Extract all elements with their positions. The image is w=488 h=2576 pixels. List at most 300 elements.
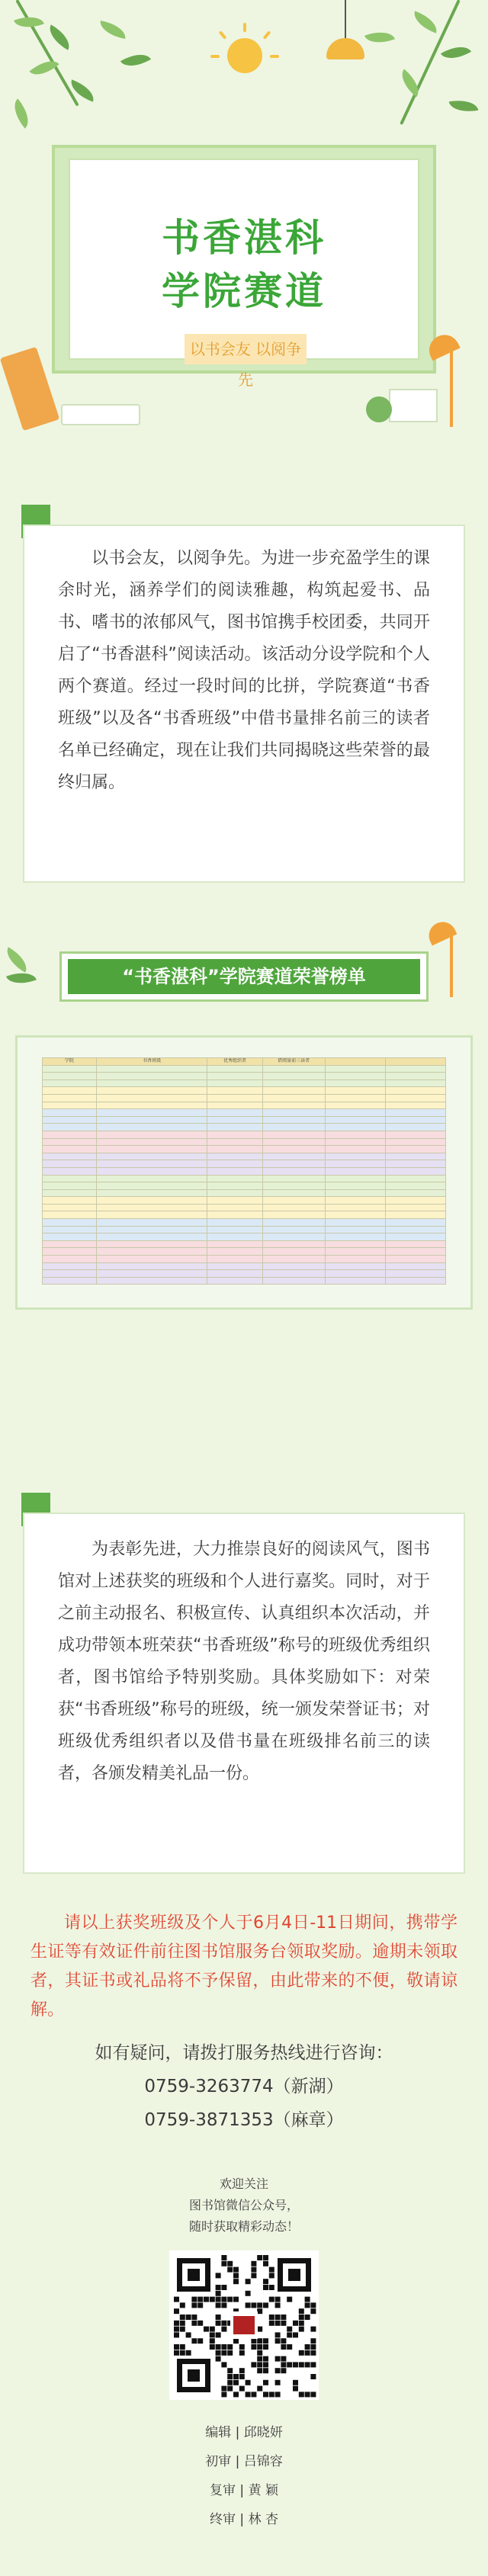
qr-module bbox=[221, 2321, 226, 2326]
table-cell bbox=[207, 1197, 262, 1205]
table-cell bbox=[262, 1240, 325, 1248]
table-cell bbox=[385, 1211, 445, 1219]
qr-code[interactable] bbox=[169, 2250, 319, 2400]
qr-module bbox=[299, 2327, 304, 2332]
qr-module bbox=[246, 2392, 251, 2397]
qr-module bbox=[275, 2332, 281, 2337]
qr-module bbox=[216, 2344, 221, 2350]
qr-module bbox=[251, 2302, 256, 2308]
table-cell bbox=[43, 1167, 97, 1175]
table-header: 书香班级 bbox=[96, 1058, 207, 1066]
qr-module bbox=[227, 2350, 233, 2356]
table-cell bbox=[385, 1270, 445, 1278]
qr-module bbox=[299, 2350, 304, 2356]
table-row bbox=[43, 1146, 446, 1153]
table-row bbox=[43, 1262, 446, 1270]
table-cell bbox=[262, 1109, 325, 1117]
table-cell bbox=[43, 1270, 97, 1278]
table-cell bbox=[262, 1094, 325, 1102]
qr-module bbox=[221, 2362, 226, 2367]
table-cell bbox=[96, 1262, 207, 1270]
qr-module bbox=[191, 2297, 197, 2302]
table-cell bbox=[43, 1182, 97, 1190]
table-cell bbox=[325, 1167, 385, 1175]
table-cell bbox=[207, 1182, 262, 1190]
qr-module bbox=[310, 2338, 316, 2343]
table-cell bbox=[385, 1116, 445, 1124]
table-cell bbox=[43, 1277, 97, 1285]
table-row bbox=[43, 1065, 446, 1073]
qr-module bbox=[263, 2285, 268, 2290]
qr-module bbox=[310, 2302, 316, 2308]
table-cell bbox=[325, 1270, 385, 1278]
table-cell bbox=[96, 1102, 207, 1109]
sun-ray bbox=[243, 23, 246, 32]
qr-module bbox=[257, 2368, 262, 2373]
table-cell bbox=[207, 1079, 262, 1087]
table-cell bbox=[207, 1277, 262, 1285]
qr-module bbox=[221, 2261, 226, 2266]
table-cell bbox=[262, 1211, 325, 1219]
table-cell bbox=[385, 1204, 445, 1211]
table-cell bbox=[325, 1160, 385, 1168]
table-cell bbox=[96, 1160, 207, 1168]
qr-module bbox=[299, 2308, 304, 2314]
table-cell bbox=[262, 1079, 325, 1087]
table-cell bbox=[96, 1256, 207, 1263]
qr-module bbox=[263, 2302, 268, 2308]
qr-module bbox=[305, 2350, 310, 2356]
table-cell bbox=[96, 1167, 207, 1175]
qr-module bbox=[197, 2297, 203, 2302]
qr-module bbox=[263, 2279, 268, 2284]
lamp-cord bbox=[345, 0, 346, 38]
qr-module bbox=[239, 2350, 245, 2356]
table-cell bbox=[325, 1248, 385, 1256]
table-cell bbox=[262, 1182, 325, 1190]
table-cell bbox=[96, 1175, 207, 1182]
qr-module bbox=[221, 2297, 226, 2302]
qr-module bbox=[233, 2273, 239, 2278]
leaf-decoration bbox=[44, 24, 75, 50]
qr-module bbox=[186, 2332, 191, 2337]
table-cell bbox=[385, 1094, 445, 1102]
qr-module bbox=[216, 2302, 221, 2308]
table-cell bbox=[96, 1233, 207, 1241]
table-row bbox=[43, 1182, 446, 1190]
qr-module bbox=[227, 2368, 233, 2373]
table-cell bbox=[43, 1116, 97, 1124]
table-cell bbox=[262, 1256, 325, 1263]
qr-module bbox=[299, 2362, 304, 2367]
qr-module bbox=[287, 2362, 292, 2367]
qr-module bbox=[310, 2392, 316, 2397]
table-cell bbox=[207, 1153, 262, 1160]
qr-module bbox=[275, 2392, 281, 2397]
qr-module bbox=[281, 2368, 286, 2373]
table-cell bbox=[207, 1146, 262, 1153]
table-cell bbox=[207, 1240, 262, 1248]
qr-module bbox=[275, 2315, 281, 2320]
qr-module bbox=[281, 2344, 286, 2350]
qr-module bbox=[293, 2321, 298, 2326]
table-header bbox=[325, 1058, 385, 1066]
qr-module bbox=[180, 2302, 185, 2308]
qr-module bbox=[216, 2350, 221, 2356]
qr-module bbox=[263, 2392, 268, 2397]
table-cell bbox=[325, 1073, 385, 1080]
qr-code-icon bbox=[169, 2250, 319, 2400]
table-cell bbox=[385, 1277, 445, 1285]
table-cell bbox=[43, 1160, 97, 1168]
qr-module bbox=[227, 2380, 233, 2385]
table-cell bbox=[325, 1262, 385, 1270]
table-cell bbox=[43, 1109, 97, 1117]
qr-module bbox=[251, 2338, 256, 2343]
qr-module bbox=[281, 2321, 286, 2326]
table-row bbox=[43, 1189, 446, 1197]
qr-module bbox=[191, 2338, 197, 2343]
table-cell bbox=[207, 1073, 262, 1080]
qr-module bbox=[263, 2261, 268, 2266]
qr-module bbox=[299, 2315, 304, 2320]
table-row bbox=[43, 1248, 446, 1256]
contact-phone-mazhang: 0759-3871353（麻章） bbox=[144, 2110, 344, 2130]
table-cell bbox=[96, 1131, 207, 1138]
qr-module bbox=[269, 2297, 274, 2302]
table-cell bbox=[207, 1131, 262, 1138]
qr-module bbox=[233, 2297, 239, 2302]
qr-module bbox=[305, 2392, 310, 2397]
table-cell bbox=[385, 1233, 445, 1241]
qr-module bbox=[281, 2315, 286, 2320]
open-book-icon bbox=[389, 389, 438, 422]
qr-module bbox=[305, 2362, 310, 2367]
table-cell bbox=[207, 1270, 262, 1278]
table-row bbox=[43, 1219, 446, 1227]
table-cell bbox=[262, 1102, 325, 1109]
qr-module bbox=[275, 2321, 281, 2326]
intro-paragraph: 以书会友，以阅争先。为进一步充盈学生的课余时光，涵养学们的阅读雅趣，构筑起爱书、品书、嗜书的浓郁风气，图书馆携手校团委，共同开启了“书香湛科”阅读活动。该活动分设学院和个人两个赛道。经过一段时间的比拼，学院赛道“书香班级”以及各“书香班级”中借书量排名前三的读者名单已经确定，现在让我们共同揭晓这些荣誉的最终归属。 bbox=[58, 549, 430, 792]
table-cell bbox=[262, 1270, 325, 1278]
table-cell bbox=[96, 1189, 207, 1197]
table-row bbox=[43, 1116, 446, 1124]
leaf-decoration bbox=[441, 40, 471, 66]
open-book-icon bbox=[61, 404, 140, 425]
qr-module bbox=[293, 2380, 298, 2385]
table-cell bbox=[262, 1175, 325, 1182]
table-cell bbox=[325, 1233, 385, 1241]
table-cell bbox=[325, 1109, 385, 1117]
title-frame bbox=[52, 145, 436, 389]
table-cell bbox=[96, 1182, 207, 1190]
table-cell bbox=[385, 1065, 445, 1073]
qr-module bbox=[299, 2321, 304, 2326]
qr-module bbox=[221, 2255, 226, 2260]
qr-module bbox=[186, 2350, 191, 2356]
qr-module bbox=[197, 2321, 203, 2326]
qr-module bbox=[275, 2380, 281, 2385]
table-row bbox=[43, 1211, 446, 1219]
table-cell bbox=[43, 1073, 97, 1080]
qr-module bbox=[210, 2344, 215, 2350]
qr-module bbox=[257, 2338, 262, 2343]
footer-updates: 随时获取精彩动态！ bbox=[188, 2219, 299, 2234]
table-cell bbox=[262, 1160, 325, 1168]
table-cell bbox=[325, 1182, 385, 1190]
qr-module bbox=[257, 2362, 262, 2367]
title-frame-inner bbox=[69, 159, 419, 389]
table-cell bbox=[96, 1211, 207, 1219]
table-cell bbox=[385, 1153, 445, 1160]
footer-follow: 欢迎关注 bbox=[219, 2177, 268, 2191]
qr-module bbox=[305, 2302, 310, 2308]
table-cell bbox=[262, 1087, 325, 1095]
table-cell bbox=[207, 1116, 262, 1124]
table-cell bbox=[207, 1167, 262, 1175]
table-cell bbox=[207, 1087, 262, 1095]
table-cell bbox=[96, 1109, 207, 1117]
table-cell bbox=[96, 1240, 207, 1248]
table-cell bbox=[96, 1073, 207, 1080]
sun-ray bbox=[210, 55, 220, 58]
table-cell bbox=[325, 1116, 385, 1124]
table-cell bbox=[325, 1204, 385, 1211]
hero-title-line1: 书香湛科 bbox=[162, 216, 326, 260]
table-cell bbox=[96, 1219, 207, 1227]
table-cell bbox=[325, 1211, 385, 1219]
qr-module bbox=[269, 2321, 274, 2326]
table-cell bbox=[262, 1124, 325, 1131]
qr-module bbox=[204, 2297, 209, 2302]
honor-banner bbox=[59, 951, 429, 1002]
table-cell bbox=[385, 1248, 445, 1256]
table-cell bbox=[96, 1153, 207, 1160]
qr-module bbox=[221, 2327, 226, 2332]
leaf-decoration bbox=[364, 26, 395, 48]
qr-module bbox=[239, 2344, 245, 2350]
table-header bbox=[385, 1058, 445, 1066]
qr-module bbox=[263, 2380, 268, 2385]
book-icon bbox=[0, 347, 59, 431]
table-cell bbox=[262, 1262, 325, 1270]
notice-paragraph: 请以上获奖班级及个人于6月4日-11日期间，携带学生证等有效证件前往图书馆服务台领取奖励。逾期未领取者，其证书或礼品将不予保留，由此带来的不便，敬请谅解。 bbox=[30, 1914, 458, 2019]
table-cell bbox=[262, 1233, 325, 1241]
table-cell bbox=[43, 1233, 97, 1241]
qr-module bbox=[227, 2386, 233, 2392]
qr-module bbox=[204, 2327, 209, 2332]
table-cell bbox=[96, 1124, 207, 1131]
qr-module bbox=[257, 2350, 262, 2356]
qr-module bbox=[269, 2285, 274, 2290]
table-cell bbox=[96, 1197, 207, 1205]
qr-module bbox=[293, 2362, 298, 2367]
table-cell bbox=[262, 1167, 325, 1175]
desk-lamp-stand bbox=[450, 351, 453, 427]
qr-module bbox=[251, 2273, 256, 2278]
qr-module bbox=[180, 2350, 185, 2356]
qr-module bbox=[221, 2386, 226, 2392]
hanging-lamp-icon bbox=[326, 38, 364, 59]
qr-module bbox=[174, 2321, 179, 2326]
qr-module bbox=[305, 2315, 310, 2320]
hero-slogan: 以书会友 以阅争先 bbox=[185, 334, 307, 364]
table-cell bbox=[207, 1124, 262, 1131]
qr-module bbox=[233, 2374, 239, 2379]
hero-banner bbox=[0, 0, 488, 457]
table-cell bbox=[96, 1226, 207, 1233]
leaf-decoration bbox=[8, 98, 36, 128]
table-cell bbox=[325, 1197, 385, 1205]
table-row bbox=[43, 1153, 446, 1160]
table-cell bbox=[262, 1116, 325, 1124]
qr-module bbox=[197, 2302, 203, 2308]
qr-module bbox=[293, 2386, 298, 2392]
table-cell bbox=[262, 1146, 325, 1153]
table-cell bbox=[43, 1204, 97, 1211]
table-row bbox=[43, 1131, 446, 1138]
leaf-decoration bbox=[449, 97, 479, 115]
qr-module bbox=[251, 2362, 256, 2367]
qr-module bbox=[216, 2321, 221, 2326]
qr-module bbox=[239, 2368, 245, 2373]
credit-first-review: 初审 | 吕锦容 bbox=[205, 2454, 283, 2469]
branch-decoration bbox=[15, 0, 79, 107]
sun-ray bbox=[270, 55, 279, 58]
table-header: 学院 bbox=[43, 1058, 97, 1066]
leaf-decoration bbox=[120, 47, 151, 73]
qr-module bbox=[310, 2362, 316, 2367]
table-cell bbox=[385, 1138, 445, 1146]
table-cell bbox=[325, 1219, 385, 1227]
qr-module bbox=[221, 2350, 226, 2356]
table-row bbox=[43, 1124, 446, 1131]
table-cell bbox=[43, 1248, 97, 1256]
honor-banner-title: “书香湛科”学院赛道荣誉榜单 bbox=[68, 959, 420, 994]
qr-module bbox=[216, 2273, 221, 2278]
table-cell bbox=[325, 1131, 385, 1138]
table-cell bbox=[43, 1197, 97, 1205]
qr-module bbox=[246, 2302, 251, 2308]
table-row bbox=[43, 1167, 446, 1175]
qr-module bbox=[257, 2327, 262, 2332]
qr-module bbox=[269, 2267, 274, 2273]
qr-module bbox=[174, 2344, 179, 2350]
table-cell bbox=[207, 1160, 262, 1168]
table-cell bbox=[262, 1197, 325, 1205]
table-cell bbox=[207, 1256, 262, 1263]
qr-module bbox=[233, 2267, 239, 2273]
qr-module bbox=[269, 2392, 274, 2397]
qr-module bbox=[287, 2332, 292, 2337]
qr-module bbox=[281, 2338, 286, 2343]
qr-module bbox=[210, 2338, 215, 2343]
table-cell bbox=[262, 1153, 325, 1160]
qr-module bbox=[227, 2374, 233, 2379]
table-row bbox=[43, 1270, 446, 1278]
table-cell bbox=[385, 1240, 445, 1248]
table-cell bbox=[385, 1160, 445, 1168]
table-cell bbox=[207, 1175, 262, 1182]
table-cell bbox=[325, 1153, 385, 1160]
table-cell bbox=[325, 1138, 385, 1146]
table-cell bbox=[207, 1233, 262, 1241]
leaf-decoration bbox=[410, 11, 441, 33]
table-cell bbox=[325, 1094, 385, 1102]
qr-module bbox=[263, 2368, 268, 2373]
table-cell bbox=[262, 1065, 325, 1073]
qr-module bbox=[299, 2392, 304, 2397]
qr-module bbox=[263, 2362, 268, 2367]
qr-module bbox=[263, 2255, 268, 2260]
table-cell bbox=[385, 1102, 445, 1109]
table-cell bbox=[385, 1262, 445, 1270]
sun-ray bbox=[219, 30, 227, 40]
qr-module bbox=[174, 2350, 179, 2356]
table-cell bbox=[385, 1124, 445, 1131]
table-cell bbox=[96, 1270, 207, 1278]
qr-module bbox=[275, 2356, 281, 2362]
table-cell bbox=[262, 1226, 325, 1233]
qr-module bbox=[269, 2315, 274, 2320]
contact-label: 如有疑问，请拨打服务热线进行咨询： bbox=[95, 2043, 393, 2063]
table-cell bbox=[325, 1189, 385, 1197]
credit-final-review: 终审 | 林 杏 bbox=[210, 2512, 278, 2527]
table-cell bbox=[385, 1197, 445, 1205]
table-cell bbox=[43, 1094, 97, 1102]
qr-module bbox=[216, 2297, 221, 2302]
table-cell bbox=[207, 1219, 262, 1227]
leaf-decoration bbox=[14, 11, 44, 33]
qr-module bbox=[186, 2315, 191, 2320]
table-cell bbox=[385, 1219, 445, 1227]
table-cell bbox=[385, 1167, 445, 1175]
table-cell bbox=[207, 1102, 262, 1109]
table-cell bbox=[43, 1124, 97, 1131]
table-cell bbox=[262, 1219, 325, 1227]
qr-module bbox=[246, 2380, 251, 2385]
table-cell bbox=[207, 1094, 262, 1102]
table-cell bbox=[43, 1153, 97, 1160]
table-cell bbox=[385, 1256, 445, 1263]
credit-editor: 编辑 | 邱晓妍 bbox=[205, 2425, 283, 2440]
qr-module bbox=[269, 2273, 274, 2278]
table-row bbox=[43, 1197, 446, 1205]
qr-module bbox=[180, 2315, 185, 2320]
table-row bbox=[43, 1138, 446, 1146]
table-cell bbox=[325, 1079, 385, 1087]
leaf-cluster bbox=[0, 945, 46, 991]
table-cell bbox=[43, 1065, 97, 1073]
qr-module bbox=[257, 2356, 262, 2362]
qr-module bbox=[180, 2327, 185, 2332]
qr-module bbox=[287, 2297, 292, 2302]
table-cell bbox=[325, 1124, 385, 1131]
desk-lamp-stand bbox=[450, 936, 453, 997]
qr-module bbox=[263, 2344, 268, 2350]
qr-module bbox=[210, 2327, 215, 2332]
table-row bbox=[43, 1240, 446, 1248]
qr-module bbox=[210, 2297, 215, 2302]
table-cell bbox=[43, 1138, 97, 1146]
table-cell bbox=[43, 1087, 97, 1095]
table-row bbox=[43, 1109, 446, 1117]
qr-module bbox=[227, 2261, 233, 2266]
qr-module bbox=[216, 2291, 221, 2296]
qr-module bbox=[180, 2344, 185, 2350]
table-row bbox=[43, 1079, 446, 1087]
sun-ray bbox=[263, 30, 271, 40]
